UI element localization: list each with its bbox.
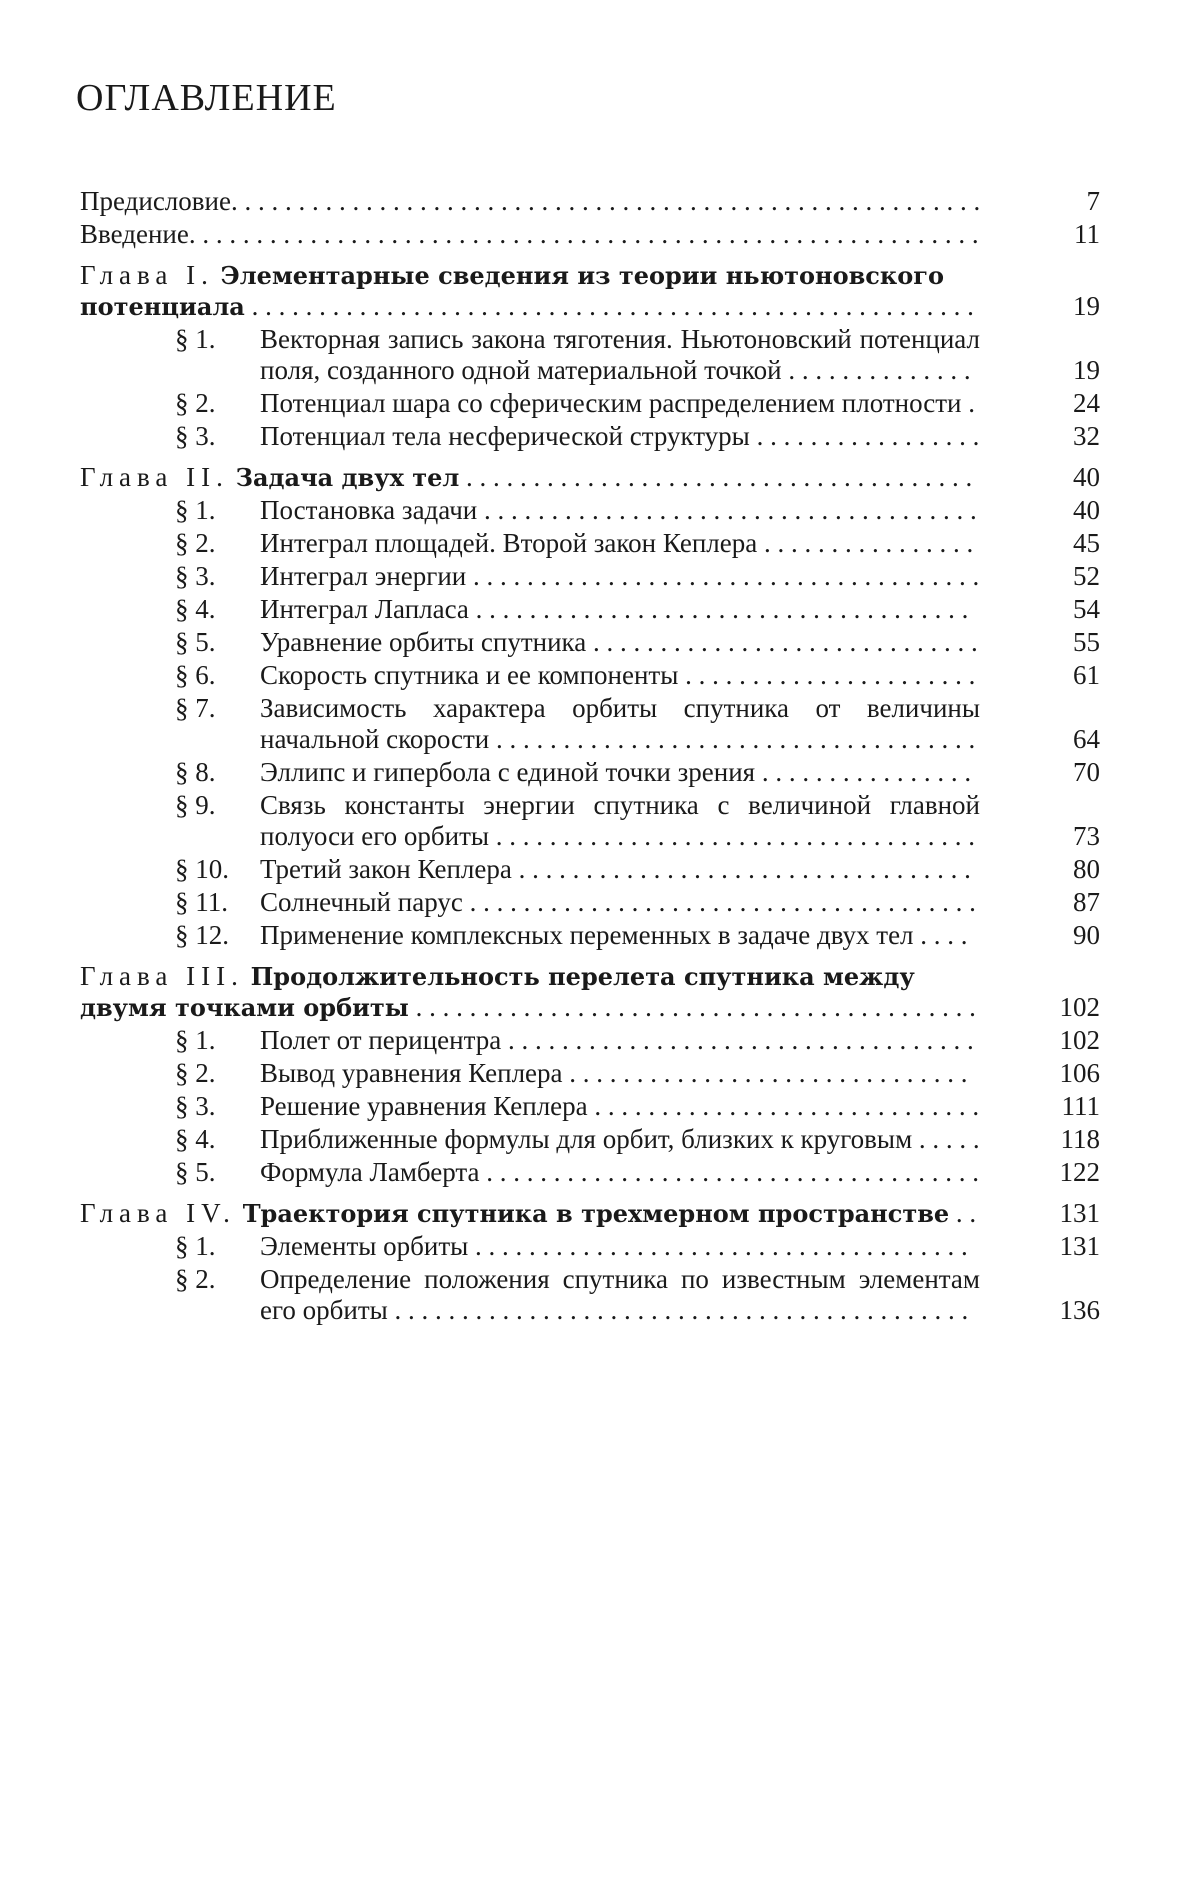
chapter-title: Элементарные сведения из теории ньютоновского потенциала xyxy=(80,261,944,321)
page-title: ОГЛАВЛЕНИЕ xyxy=(76,77,337,119)
section-title-wrap xyxy=(260,757,980,788)
section-text xyxy=(175,421,1010,452)
page-number: 102 xyxy=(1059,1025,1100,1055)
section-number: § 1. xyxy=(175,324,216,354)
section-number: § 1. xyxy=(175,1231,216,1261)
leader-dots: . . . . . . . . . . . . . . . . . xyxy=(749,421,980,451)
page-number: 111 xyxy=(1061,1091,1100,1121)
section-title-wrap xyxy=(260,495,980,526)
section-entry xyxy=(80,594,1100,625)
section-text xyxy=(175,757,1010,788)
chapter-title: Траектория спутника в трехмерном пространстве xyxy=(242,1199,950,1228)
page-number: 131 xyxy=(1059,1231,1100,1261)
section-title: Интеграл Лапласа xyxy=(260,594,469,624)
page-number: 73 xyxy=(1073,821,1100,851)
section-title: Приближенные формулы для орбит, близких к круговым xyxy=(260,1124,913,1154)
chapter-heading xyxy=(80,462,1100,493)
section-entry xyxy=(80,1058,1100,1089)
leader-dots: . . . . . . . . . . . . . . . . . . . . . . . . . . . . . . . . . . . . . . xyxy=(466,561,980,591)
section-title-wrap xyxy=(260,561,980,592)
page-number: 55 xyxy=(1073,627,1100,657)
section-text xyxy=(175,528,1010,559)
leader-dots: . . . . . xyxy=(912,1124,980,1154)
page-number: 90 xyxy=(1073,920,1100,950)
section-entry xyxy=(80,757,1100,788)
leader-dots: . . . . . . . . . . . . . . . . . . . . . . . . . . . . . . . . . . . . . xyxy=(468,594,969,624)
page-number: 136 xyxy=(1059,1295,1100,1325)
section-title: Зависимость характера орбиты спутника от величины начальной скорости xyxy=(260,693,980,754)
section-title-wrap xyxy=(260,1058,980,1089)
section-entry xyxy=(80,790,1100,852)
section-title-wrap xyxy=(260,528,980,559)
leader-dots: . . . . . . . . . . . . . . . . xyxy=(755,757,972,787)
section-title-wrap xyxy=(260,627,980,658)
leader-dots: . . . . . . . . . . . . . . . . . . . . . . . . . . . . . . . . . . . . . xyxy=(479,1157,980,1187)
page-number: 102 xyxy=(1059,992,1100,1022)
leader-dots: . . . . . . . . . . . . . . . . . . . . . . . . . . . . . . . . . . . . . . . . . . xyxy=(408,992,976,1022)
leader-dots xyxy=(189,219,980,250)
section-title: Потенциал тела несферической структуры xyxy=(260,421,750,451)
section-number: § 1. xyxy=(175,1025,216,1055)
section-title: Формула Ламберта xyxy=(260,1157,480,1187)
section-number: § 3. xyxy=(175,561,216,591)
leader-dots: . . . . xyxy=(913,920,968,950)
leader-dots: . . . . . . . . . . . . . . . . . . . . . . . . . . . . . . . . . . . . . . . . . . . . . . . . . . . . . . xyxy=(244,291,974,321)
leader-dots: . . . . . . . . . . . . . . . . . . . . . . . . . . . . . . . . . . . xyxy=(501,1025,974,1055)
section-text xyxy=(175,324,1010,386)
section-title: Векторная запись закона тяготения. Ньютоновский потенциал поля, созданного одной материальной точкой xyxy=(260,324,980,385)
section-title-wrap xyxy=(260,421,980,452)
toc-entry-title: Предисловие xyxy=(80,186,231,216)
section-text xyxy=(175,660,1010,691)
section-number: § 12. xyxy=(175,920,229,950)
page-number: 19 xyxy=(1073,291,1100,321)
section-text xyxy=(175,854,1010,885)
section-text xyxy=(175,1091,1010,1122)
section-title-wrap xyxy=(260,1264,980,1326)
leader-dots: . . . . . . . . . . . . . . . . . . . . . . . . . . . . . . . . . . . . . . xyxy=(462,887,976,917)
leader-dots: . . . . . . . . . . . . . . . . . . . . . . . . . . . . . . xyxy=(562,1058,968,1088)
section-text xyxy=(175,594,1010,625)
section-title-wrap xyxy=(260,1231,980,1262)
page-number: 54 xyxy=(1073,594,1100,624)
section-number: § 2. xyxy=(175,388,216,418)
section-title: Решение уравнения Кеплера xyxy=(260,1091,588,1121)
section-number: § 6. xyxy=(175,660,216,690)
section-entry xyxy=(80,495,1100,526)
leader-dots: . . . . . . . . . . . . . . . . . . . . . . . . . . . . . . . . . . . . . xyxy=(468,1231,968,1261)
page-number: 24 xyxy=(1073,388,1100,418)
section-number: § 2. xyxy=(175,1264,216,1294)
page-number: 7 xyxy=(1086,186,1100,216)
section-title: Постановка задачи xyxy=(260,495,478,525)
section-number: § 4. xyxy=(175,1124,216,1154)
section-title-wrap xyxy=(260,1025,980,1056)
section-text xyxy=(175,1025,1010,1056)
page-number: 87 xyxy=(1073,887,1100,917)
section-entry xyxy=(80,627,1100,658)
section-entry xyxy=(80,1091,1100,1122)
section-title: Полет от перицентра xyxy=(260,1025,502,1055)
page-number: 70 xyxy=(1073,757,1100,787)
section-title: Связь константы энергии спутника с величиной главной полуоси его орбиты xyxy=(260,790,980,851)
section-entry xyxy=(80,920,1100,951)
section-text xyxy=(175,1058,1010,1089)
section-text xyxy=(175,561,1010,592)
section-title: Эллипс и гипербола с единой точки зрения xyxy=(260,757,756,787)
section-entry xyxy=(80,854,1100,885)
leader-dots: . . . . . . . . . . . . . . . . . . . . . . . . . . . . . xyxy=(586,627,978,657)
section-title: Третий закон Кеплера xyxy=(260,854,512,884)
section-title-wrap xyxy=(260,920,980,951)
page-number: 122 xyxy=(1059,1157,1100,1187)
page-number: 52 xyxy=(1073,561,1100,591)
section-entry xyxy=(80,561,1100,592)
section-entry xyxy=(80,660,1100,691)
section-number: § 2. xyxy=(175,528,216,558)
leader-dots: . . . . . . . . . . . . . . . . . . . . . . . . . . . . . . . . . . . . . xyxy=(477,495,977,525)
section-title: Солнечный парус xyxy=(260,887,463,917)
chapter-number: Глава I. xyxy=(80,260,214,290)
section-number: § 1. xyxy=(175,495,216,525)
section-number: § 3. xyxy=(175,1091,216,1121)
leader-dots: . . . . . . . . . . . . . . . . xyxy=(757,528,974,558)
section-number: § 10. xyxy=(175,854,229,884)
chapter-text xyxy=(80,961,1010,1023)
section-entry xyxy=(80,1264,1100,1326)
leader-dots: . . . . . . . . . . . . . . . . . . . . . . . . . . . . . . . . . . xyxy=(511,854,971,884)
section-title-wrap xyxy=(260,790,980,852)
section-entry xyxy=(80,1025,1100,1056)
section-title-wrap xyxy=(260,887,980,918)
leader-dots: . . . . . . . . . . . . . . . . . . . . . . . . . . . . . xyxy=(587,1091,980,1121)
section-title-wrap xyxy=(260,1124,980,1155)
chapter-number: Глава II. xyxy=(80,462,229,492)
section-title: Потенциал шара со сферическим распределением плотности xyxy=(260,388,962,418)
section-number: § 5. xyxy=(175,1157,216,1187)
page-number: 106 xyxy=(1059,1058,1100,1088)
toc-entry xyxy=(80,186,1100,217)
leader-dots: . xyxy=(961,388,975,418)
page-number: 118 xyxy=(1060,1124,1100,1154)
section-entry xyxy=(80,421,1100,452)
section-text xyxy=(175,1264,1010,1326)
section-text xyxy=(175,790,1010,852)
toc-entry-text-container xyxy=(80,186,1010,217)
section-title: Вывод уравнения Кеплера xyxy=(260,1058,563,1088)
leader-dots: . . . . . . . . . . . . . . . . . . . . . . . . . . . . . . . . . . . . . . xyxy=(459,462,973,492)
leader-dots: . . xyxy=(949,1198,977,1228)
section-number: § 9. xyxy=(175,790,216,820)
section-text xyxy=(175,920,1010,951)
page-number: 45 xyxy=(1073,528,1100,558)
section-title-wrap xyxy=(260,1091,980,1122)
section-entry xyxy=(80,887,1100,918)
section-text xyxy=(175,1231,1010,1262)
chapter-title: Продолжительность перелета спутника между двумя точками орбиты xyxy=(80,962,915,1022)
chapter-number: Глава IV. xyxy=(80,1198,236,1228)
section-number: § 4. xyxy=(175,594,216,624)
section-title: Уравнение орбиты спутника xyxy=(260,627,587,657)
section-number: § 5. xyxy=(175,627,216,657)
leader-dots: . . . . . . . . . . . . . . . . . . . . . . . . . . . . . . . . . . . . xyxy=(489,821,976,851)
section-text xyxy=(175,627,1010,658)
chapter-heading xyxy=(80,961,1100,1023)
section-text xyxy=(175,1124,1010,1155)
section-entry xyxy=(80,528,1100,559)
leader-dots: . . . . . . . . . . . . . . xyxy=(781,355,971,385)
page-number: 64 xyxy=(1073,724,1100,754)
table-of-contents xyxy=(80,186,1100,1328)
leader-dots: . . . . . . . . . . . . . . . . . . . . . . xyxy=(678,660,976,690)
section-text xyxy=(175,495,1010,526)
section-title: Интеграл площадей. Второй закон Кеплера xyxy=(260,528,758,558)
section-title-wrap xyxy=(260,854,980,885)
chapter-heading xyxy=(80,260,1100,322)
section-title: Применение комплексных переменных в задаче двух тел xyxy=(260,920,914,950)
section-number: § 3. xyxy=(175,421,216,451)
leader-dots xyxy=(231,186,980,217)
section-entry xyxy=(80,693,1100,755)
page-number: 11 xyxy=(1074,219,1100,249)
page-number: 32 xyxy=(1073,421,1100,451)
section-title: Скорость спутника и ее компоненты xyxy=(260,660,679,690)
section-text xyxy=(175,887,1010,918)
page-number: 61 xyxy=(1073,660,1100,690)
chapter-number: Глава III. xyxy=(80,961,244,991)
page-number: 40 xyxy=(1073,495,1100,525)
section-number: § 2. xyxy=(175,1058,216,1088)
page-number: 80 xyxy=(1073,854,1100,884)
section-title: Определение положения спутника по известным элементам его орбиты xyxy=(260,1264,980,1325)
section-text xyxy=(175,388,1010,419)
section-title-wrap xyxy=(260,388,980,419)
leader-dots: . . . . . . . . . . . . . . . . . . . . . . . . . . . . . . . . . . . . . . . . . . . xyxy=(387,1295,969,1325)
section-text xyxy=(175,693,1010,755)
section-entry xyxy=(80,324,1100,386)
page-number: 40 xyxy=(1073,462,1100,492)
page-number: 131 xyxy=(1059,1198,1100,1228)
toc-entry xyxy=(80,219,1100,250)
chapter-title: Задача двух тел xyxy=(235,463,460,492)
toc-entry-text-container xyxy=(80,219,1010,250)
section-title-wrap xyxy=(260,324,980,386)
section-title-wrap xyxy=(260,1157,980,1188)
leader-dots: . . . . . . . . . . . . . . . . . . . . . . . . . . . . . . . . . . . . xyxy=(489,724,976,754)
section-title: Элементы орбиты xyxy=(260,1231,469,1261)
chapter-heading xyxy=(80,1198,1100,1229)
section-title-wrap xyxy=(260,594,980,625)
section-entry xyxy=(80,1231,1100,1262)
section-entry xyxy=(80,1124,1100,1155)
section-title-wrap xyxy=(260,693,980,755)
toc-entry-title: Введение xyxy=(80,219,189,249)
section-number: § 8. xyxy=(175,757,216,787)
section-entry xyxy=(80,1157,1100,1188)
section-title: Интеграл энергии xyxy=(260,561,467,591)
chapter-text xyxy=(80,260,1010,322)
chapter-text xyxy=(80,462,1010,493)
section-number: § 11. xyxy=(175,887,228,917)
section-text xyxy=(175,1157,1010,1188)
chapter-text xyxy=(80,1198,1010,1229)
section-entry xyxy=(80,388,1100,419)
section-number: § 7. xyxy=(175,693,216,723)
page-number: 19 xyxy=(1073,355,1100,385)
section-title-wrap xyxy=(260,660,980,691)
